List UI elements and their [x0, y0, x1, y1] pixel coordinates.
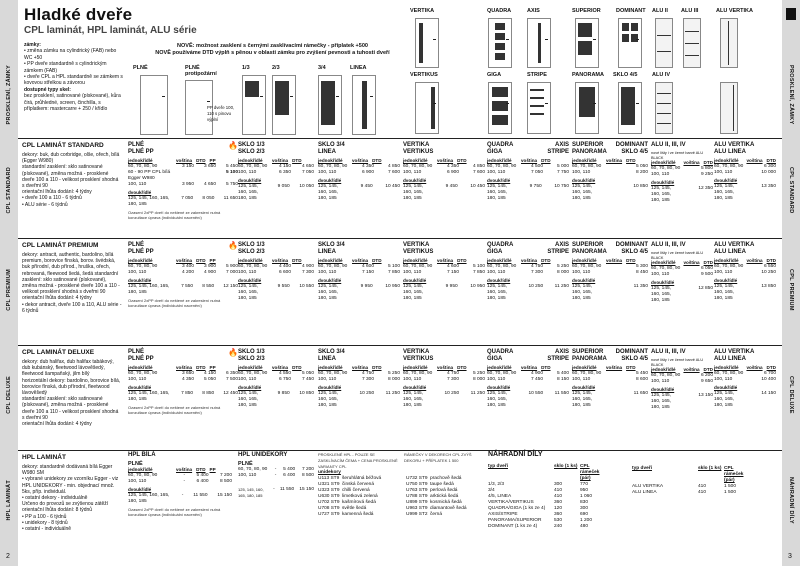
zamky-text: • změna zámku na cylindrický (FAB) nebo WC +50 • PP dveře standardně s cylindrickým zámkem (FAB) • dveře CPL a HPL standardně se zámkem s kovovou střelkou a závorou [24, 48, 123, 87]
caption-quadra: QUADRA [487, 8, 512, 14]
hpl-uni-cell [238, 452, 314, 499]
prem-plne-cell: PLNÉ PLNÉ PP 🔥 jednokřídlé voština DTD PP 60, 70, 80, 90 3 400 3 900 5 900 100, 110 4 200 4 900 7 000 dvoukřídlé 125, 145, 160, 165, 180, 185 7 550 8 550 12 150 Ozasení 2xPP dveří do neštené ze zakreslení nutná konzultace úprava (individuální nacenění) [128, 241, 238, 308]
divider-4 [18, 450, 782, 451]
page-number-left: 2 [6, 553, 10, 560]
prem-alu-row2: 100, 110 9 500 [651, 272, 713, 277]
hpl-bila-r3-size: 100, 110 [128, 479, 147, 484]
parts2-hdr-sklo: sklo (1 ks) [698, 466, 722, 471]
delu-vertika-h1: VERTIKA VERTIKUS [403, 349, 434, 362]
delu-vertika-row3: 125, 145, 160, 165, 180, 185 10 250 11 250 [403, 391, 485, 408]
prem-aluv-cell: ALU VERTIKA ALU LINEA jednokřídlé voština DTD 60, 70, 80, 90 6 550 100, 110 10 250 dvoukřídlé 125, 145, 160, 165, 180, 185 13 850 [714, 242, 776, 301]
door-alu-ii-icon [655, 18, 673, 68]
std-sklo34-cell: SKLO 3/4 LINEA jednokřídlé voština DTD 60, 70, 80, 90 4 350 4 850 100, 110 6 900 7 600 dvoukřídlé 125, 145, 160, 165, 180, 185 9 450 10 450 [318, 142, 400, 201]
door-alu-iv-icon [655, 82, 673, 134]
door-3-4-icon [318, 75, 342, 135]
section-hpl-title: HPL LAMINÁT [22, 454, 66, 461]
delu-superior-row3: 125, 145, 160, 165, 180, 185 11 650 [572, 391, 648, 408]
hpl-uni-r4-size: 125, 145, 160, 165, 180, 185 [238, 487, 264, 498]
std-sklo13-row3: 125, 145, 160, 165, 180, 185 9 050 10 050 [238, 184, 314, 201]
side-label-cpl-deluxe: CPL DELUXE [6, 376, 12, 414]
prem-sklo13-row2: 100, 110 6 600 7 300 [238, 270, 314, 275]
parts-row: 1/3, 2/3 300 770 [488, 482, 589, 487]
std-aluv-row1: 60, 70, 80, 90 6 300 [714, 164, 776, 169]
delu-alu-h1: ALU II, III, IV [651, 349, 686, 355]
prem-aluv-row3: 125, 145, 160, 165, 180, 185 13 850 [714, 284, 776, 301]
unidekor-item: U727 ST9 kamenná šedá [318, 512, 374, 517]
typy-label: dostupné typy skel: [24, 86, 71, 93]
parts-title: NÁHRADNÍ DÍLY [488, 451, 543, 458]
hpl-lab-dtd: DTD [196, 467, 206, 472]
prem-vertika-h1: VERTIKA VERTIKUS [403, 242, 434, 255]
door-panorama-icon [575, 82, 599, 134]
brand-logo-icon [786, 8, 796, 20]
delu-superior-row2: 100, 110 8 600 [572, 377, 648, 382]
prem-vertika-row1: 60, 70, 80, 90 4 600 5 100 [403, 264, 485, 269]
typy-text: bez prosklení, satinované (pískované), kůra čirá, průhledné, screen, činchilla, s příplatkem: mastercarre + 250 / křídlo [24, 93, 121, 113]
unidekor-item: U732 ST9 prachově šedá [406, 476, 462, 481]
delu-alu-row1: 60, 70, 80, 90 6 200 [651, 373, 713, 378]
delu-plne-h1: PLNÉ PLNÉ PP [128, 349, 154, 362]
delu-alu-cell: ALU II, III, IV nové lišty i ve černé barvě ALU BLACK jednokřídlé voština DTD 60, 70, 80, 90 6 200 100, 110 9 650 dvoukřídlé 125, 145, 160, 165, 180, 185 13 150 [651, 349, 713, 410]
door-plne-icon [140, 75, 168, 135]
side-label-prosklen: PROSKLENÍ, ZÁMKY [6, 65, 12, 125]
hpl-uni-title: HPL UNIDEKORY [238, 452, 288, 458]
hpl-bila-r1-a: - [183, 473, 186, 478]
door-linea-icon [352, 75, 376, 135]
prem-sklo34-cell: SKLO 3/4 LINEA jednokřídlé voština DTD 60, 70, 80, 90 4 600 5 100 100, 110 7 150 7 850 dvoukřídlé 125, 145, 160, 165, 180, 185 9 950 10 950 [318, 242, 400, 301]
section-deluxe-title: CPL LAMINÁT DELUXE [22, 349, 95, 356]
prem-aluv-row1: 60, 70, 80, 90 6 550 [714, 264, 776, 269]
flame-icon: 🔥 [228, 348, 238, 357]
note-frames: NOVĚ: možnost zasklení s černými zasklívacími rámečky - příplatek +500 [177, 43, 368, 49]
std-sklo34-row2: 100, 110 6 900 7 600 [318, 170, 400, 175]
section-standard-title: CPL LAMINÁT STANDARD [22, 142, 104, 149]
caption-1-3: 1/3 [242, 65, 250, 71]
hpl-uni-r3-b: 6 400 [283, 473, 296, 478]
door-alu-linea-icon [720, 82, 738, 134]
delu-quadra-h1: QUADRA GIGA [487, 349, 514, 362]
prem-sklo13-h1: SKLO 1/3 SKLO 2/3 [238, 242, 265, 255]
hpl-bila-r3-a: - [183, 479, 186, 484]
prem-superior-h3: DOMINANT SKLO 4/5 [615, 242, 648, 255]
std-superior-h1: SUPERIOR PANORAMA [572, 142, 607, 155]
unidekory-note-2: RÁMEČKY V DEKORECH CPL ZVÝŠ DEKORU + PŘÍPLATEK 1 500 [404, 452, 472, 463]
prem-superior-cell: SUPERIOR PANORAMA DOMINANT SKLO 4/5 jednokřídlé voština DTD 60, 70, 80, 90 5 300 100, 110 8 450 dvoukřídlé 125, 145, 160, 165, 180, 185 11 350 [572, 242, 648, 301]
std-quadra-h1: QUADRA GIGA [487, 142, 514, 155]
hpl-uni-r4-a: - [273, 487, 275, 492]
delu-aluv-cell: ALU VERTIKA ALU LINEA jednokřídlé voština DTD 60, 70, 80, 90 6 700 100, 110 10 400 dvoukřídlé 125, 145, 160, 165, 180, 185 14 150 [714, 349, 776, 408]
note-dtd: NOVĚ používáme DTD výplň s pěnou v oblasti zámku pro zvýšení pevnosti a tuhosti dveří [155, 50, 390, 56]
door-axis-icon [527, 18, 551, 68]
delu-aluv-row1: 60, 70, 80, 90 6 700 [714, 371, 776, 376]
unidekor-item: U113 ST9 šeruhlátná béžová [318, 476, 382, 481]
side-label-hpl: HPL LAMINÁT [6, 479, 12, 521]
std-plne-row2: 100, 110 3 950 4 650 5 750 [128, 182, 238, 187]
unidekor-item: U963 ST9 diamantově šedá [406, 506, 467, 511]
delu-plne-row2: 100, 110 4 350 5 050 7 500 [128, 377, 238, 382]
prem-superior-row2: 100, 110 8 450 [572, 270, 648, 275]
caption-plne-pp: PLNÉ protipožární [185, 65, 217, 77]
alu-black-note: nové lišty i ve černé barvě ALU BLACK [651, 251, 704, 260]
hpl-uni-r1-size: 60, 70, 80, 90 [238, 467, 268, 472]
std-sklo13-cell: SKLO 1/3 SKLO 2/3 jednokřídlé voština DTD 60, 70, 80, 90 4 150 4 650 100, 110 6 350 7 050 dvoukřídlé 125, 145, 160, 165, 180, 185 9 050 10 050 [238, 142, 314, 201]
prem-quadra-cell: QUADRA GIGA AXIS STRIPE jednokřídlé voština DTD 60, 70, 80, 90 4 750 5 250 100, 110 7 300 8 000 dvoukřídlé 125, 145, 160, 165, 180, 185 10 250 11 250 [487, 242, 569, 301]
divider-1 [18, 138, 782, 139]
unidekor-item: U899 ST9 kosmická šedá [406, 500, 462, 505]
prem-plne-foot: Ozasení 2xPP dveří do neštené ze zakreslení nutná konzultace úprava (individuální nacenění) [128, 298, 221, 308]
door-superior-icon [575, 18, 599, 68]
caption-sklo-4-5: SKLO 4/5 [613, 72, 638, 78]
caption-plne: PLNÉ [133, 65, 148, 71]
door-alu-vertika-icon [720, 18, 738, 68]
std-quadra-row3: 125, 145, 160, 165, 180, 185 9 750 10 750 [487, 184, 569, 201]
std-aluv-h1: ALU VERTIKA ALU LINEA [714, 142, 755, 155]
intro-block [24, 42, 124, 112]
std-vertika-cell: VERTIKA VERTIKUS jednokřídlé voština DTD 60, 70, 80, 90 4 350 4 850 100, 110 6 900 7 600 dvoukřídlé 125, 145, 160, 165, 180, 185 9 450 10 450 [403, 142, 485, 201]
unidekor-item: U763 ST9 perlová šedá [406, 488, 458, 493]
unidekory-table [318, 452, 488, 518]
prem-quadra-row2: 100, 110 7 300 8 000 [487, 270, 569, 275]
prem-sklo34-h1: SKLO 3/4 LINEA [318, 242, 345, 255]
page-title: Hladké dveře [24, 5, 133, 24]
flame-icon: 🔥 [228, 141, 238, 150]
std-aluv-row2: 100, 110 10 000 [714, 170, 776, 175]
std-alu-row2: 100, 110 9 250 [651, 172, 713, 177]
section-hpl-desc: dekory: standardně dodávaná bílá Egger W980 SM • vybrané unidekory ze vzorníku Egger - viz HPL UNIDEKORY - min. objednací množ. 5ks, příp. individuál. • ostatní dekory - individuálně Určeno do provozů se zvýšenou zátěží orientační lhůta dodání: 8 týdnů • PP a 100 - 6 týdnů • unidekory - 8 týdnů • ostatní - individuálně [22, 464, 119, 533]
parts-row: AXIS/STRIPE 360 690 [488, 512, 589, 517]
std-plne-h1: PLNÉ PLNÉ PP [128, 142, 154, 155]
delu-sklo34-row2: 100, 110 7 300 8 000 [318, 377, 400, 382]
alu-black-note: nové lišty i ve černé barvě ALU BLACK [651, 358, 704, 367]
caption-stripe: STRIPE [527, 72, 547, 78]
unidekor-item: U788 ST9 arktická šedá [406, 494, 459, 499]
prem-quadra-h1: QUADRA GIGA [487, 242, 514, 255]
side-label-cpl-standard-right: CPL STANDARD [788, 166, 794, 214]
delu-plne-row1: 60, 70, 80, 90 3 650 4 150 6 350 [128, 371, 238, 376]
caption-linea: LINEA [350, 65, 367, 71]
prem-superior-row1: 60, 70, 80, 90 5 300 [572, 264, 648, 269]
unidekor-item: U708 ST9 světle šedá [318, 506, 367, 511]
door-sklo-4-5-icon [618, 82, 642, 134]
door-2-3-icon [272, 75, 296, 135]
divider-3 [18, 345, 782, 346]
parts-hdr-ramecek: CPL rámeček (pár) [580, 464, 600, 481]
alu-black-note: nové lišty i ve černé barvě ALU BLACK [651, 151, 704, 160]
delu-plne-foot: Ozasení 2xPP dveří do neštené ze zakreslení nutná konzultace úprava (individuální nacenění) [128, 405, 221, 415]
std-sklo13-h1: SKLO 1/3 SKLO 2/3 [238, 142, 265, 155]
parts-row: VERTIKA/VERTIKUS 360 830 [488, 500, 589, 505]
hpl-uni-r3-c: 8 500 [301, 473, 314, 478]
prem-superior-row3: 125, 145, 160, 165, 180, 185 11 350 [572, 284, 648, 301]
delu-alu-row2: 100, 110 9 650 [651, 379, 713, 384]
prem-sklo34-row2: 100, 110 7 150 7 850 [318, 270, 400, 275]
hpl-uni-r3-a: - [274, 473, 277, 478]
unidekory-label: unidekory [318, 470, 341, 475]
std-sklo13-row1: 60, 70, 80, 90 4 150 4 650 [238, 164, 314, 169]
delu-quadra-row3: 125, 145, 160, 165, 180, 185 10 550 11 550 [487, 391, 569, 408]
side-label-prosklen-right: PROSKLENÍ, ZÁMKY [788, 65, 794, 125]
unidekory-note-1: PROSKLENÉ HPL - POUZE SE ZASKLÍVACÍM ČEMA + CENA PROSKLENÉ VARIANTY CPL [318, 452, 398, 469]
unidekor-item: U999 ST2 černá [406, 512, 442, 517]
parts-row: 4/5, LINEA 410 1 060 [488, 494, 593, 499]
std-plne-cell: PLNÉ PLNÉ PP 🔥 jednokřídlé voština DTD PP 60, 70, 80, 90 3 150 3 650 5 450 60 - 90 PP CPL bílá Egger W980 5 100 100, 110 3 950 4 650 5 750 dvoukřídlé 125, 145, 160, 165, 180, 185 7 050 8 050 11 650 Ozasení 2xPP dveří do neštené ze zakreslení nutná konzultace úprava (individuální nacenění) [128, 141, 238, 220]
caption-dominant: DOMINANT [616, 8, 646, 14]
parts-hdr-sklo: sklo (1 ks) [554, 464, 578, 469]
caption-vertika: VERTIKA [410, 8, 435, 14]
parts-row: 3/4 410 950 [488, 488, 589, 493]
door-alu-iii-icon [683, 18, 701, 68]
prem-sklo34-row1: 60, 70, 80, 90 4 600 5 100 [318, 264, 400, 269]
std-aluv-row3: 125, 145, 160, 165, 180, 185 13 350 [714, 184, 776, 201]
std-quadra-row2: 100, 110 7 050 7 750 [487, 170, 569, 175]
prem-plne-h1: PLNÉ PLNÉ PP [128, 242, 154, 255]
divider-2 [18, 238, 782, 239]
delu-vertika-row1: 60, 70, 80, 90 4 750 5 250 [403, 371, 485, 376]
std-plne-row3: 125, 145, 160, 165, 180, 185 7 050 8 050 11 650 [128, 196, 238, 207]
std-aluv-cell: ALU VERTIKA ALU LINEA jednokřídlé voština DTD 60, 70, 80, 90 6 300 100, 110 10 000 dvoukřídlé 125, 145, 160, 165, 180, 185 13 350 [714, 142, 776, 201]
delu-sklo13-row1: 60, 70, 80, 90 4 550 5 050 [238, 371, 314, 376]
hpl-lab-pp: PP [209, 467, 216, 472]
hpl-uni-r1-a: - [274, 467, 277, 472]
std-vertika-row2: 100, 110 6 900 7 600 [403, 170, 485, 175]
left-side-strip [0, 0, 18, 566]
hpl-uni-sub: PLNÉ [238, 461, 253, 467]
door-quadra-icon [488, 18, 512, 68]
section-premium-desc: dekory: antracit, authentic, bardolino, bílá premium, borovice fínská, borov. švédská, buk přírodní, dub přírod., hruška, ořech, rebrovaná, fleewood šedá, šedá standardní zasklení: sklo satinované (pískované), změna možná - prosklené dveře 100 a 110 - velikost prosklení shodná s dveřmi 90 orientační lhůta dodání: 4 týdny • dekor antracit, dveře 100 a 110, ALU série - 6 týdnů [22, 252, 122, 314]
std-superior-cell: SUPERIOR PANORAMA DOMINANT SKLO 4/5 jednokřídlé voština DTD 60, 70, 80, 90 5 050 100, 110 8 200 dvoukřídlé 125, 145, 160, 165, 180, 185 10 850 [572, 142, 648, 201]
std-quadra-h3: AXIS STRIPE [547, 142, 569, 155]
hpl-lab-vost: voština [176, 467, 193, 472]
hpl-bila-r1-c: 7 200 [219, 473, 232, 478]
delu-aluv-h1: ALU VERTIKA ALU LINEA [714, 349, 755, 362]
prem-superior-h1: SUPERIOR PANORAMA [572, 242, 607, 255]
prem-plne-row2: 100, 110 4 200 4 900 7 000 [128, 270, 238, 275]
delu-superior-h1: SUPERIOR PANORAMA [572, 349, 607, 362]
hpl-bila-r4-b: 11 550 [193, 493, 208, 498]
hpl-uni-r4-c: 15 150 [299, 487, 314, 492]
hpl-bila-cell [128, 452, 232, 517]
hpl-bila-r1-size: 60, 70, 80, 90 [128, 473, 158, 478]
delu-sklo13-cell: SKLO 1/3 SKLO 2/3 jednokřídlé voština DTD 60, 70, 80, 90 4 550 5 050 100, 110 6 750 7 450 dvoukřídlé 125, 145, 160, 165, 180, 185 9 850 10 850 [238, 349, 314, 408]
delu-quadra-cell: QUADRA GIGA AXIS STRIPE jednokřídlé voština DTD 60, 70, 80, 90 4 900 5 400 100, 110 7 450 8 150 dvoukřídlé 125, 145, 160, 165, 180, 185 10 550 11 550 [487, 349, 569, 408]
door-giga-icon [488, 82, 512, 134]
door-stripe-icon [527, 82, 551, 134]
caption-alu-ii: ALU II [652, 8, 668, 14]
hpl-bila-r4-c: 15 150 [217, 493, 232, 498]
parts-table [488, 452, 618, 530]
side-label-cpl-deluxe-right: CPL DELUXE [788, 376, 794, 414]
hpl-bila-r1-b: 5 400 [196, 473, 209, 478]
prem-vertika-row3: 125, 145, 160, 165, 180, 185 9 950 10 950 [403, 284, 485, 301]
prem-vertika-row2: 100, 110 7 150 7 850 [403, 270, 485, 275]
delu-sklo34-row3: 125, 145, 160, 165, 180, 185 10 250 11 250 [318, 391, 400, 408]
unidekor-item: U323 ST9 chilli červená [318, 488, 370, 493]
delu-sklo13-h1: SKLO 1/3 SKLO 2/3 [238, 349, 265, 362]
caption-3-4: 3/4 [318, 65, 326, 71]
hpl-uni-r3-size: 100, 110 [238, 473, 257, 478]
delu-aluv-row3: 125, 145, 160, 165, 180, 185 14 150 [714, 391, 776, 408]
prem-vertika-cell: VERTIKA VERTIKUS jednokřídlé voština DTD 60, 70, 80, 90 4 600 5 100 100, 110 7 150 7 850 dvoukřídlé 125, 145, 160, 165, 180, 185 9 950 10 950 [403, 242, 485, 301]
side-label-cpl-premium-right: CPL PREMIUM [788, 269, 794, 311]
parts-row-alu: ALU VERTIKA 410 1 500 [632, 484, 737, 489]
section-premium-title: CPL LAMINÁT PREMIUM [22, 242, 99, 249]
door-vertika-icon [415, 18, 439, 68]
caption-alu-iii: ALU III [681, 8, 699, 14]
prem-quadra-h3: AXIS STRIPE [547, 242, 569, 255]
std-alu-cell: ALU II, III, IV nové lišty i ve černé barvě ALU BLACK jednokřídlé voština DTD 60, 70, 80, 90 5 800 100, 110 9 250 dvoukřídlé 125, 145, 160, 165, 180, 185 12 350 [651, 142, 713, 203]
std-alu-row3: 125, 145, 160, 165, 180, 185 12 350 [651, 186, 713, 203]
right-side-strip [782, 0, 800, 566]
delu-plne-row3: 125, 145, 160, 165, 180, 185 7 850 8 850 12 450 [128, 391, 238, 402]
delu-vertika-cell: VERTIKA VERTIKUS jednokřídlé voština DTD 60, 70, 80, 90 4 750 5 250 100, 110 7 300 8 000 dvoukřídlé 125, 145, 160, 165, 180, 185 10 250 11 250 [403, 349, 485, 408]
door-dominant-icon [618, 18, 642, 68]
delu-quadra-row2: 100, 110 7 450 8 150 [487, 377, 569, 382]
std-vertika-h1: VERTIKA VERTIKUS [403, 142, 434, 155]
prem-alu-h1: ALU II, III, IV [651, 242, 686, 248]
std-sklo13-row2: 100, 110 6 350 7 050 [238, 170, 314, 175]
hpl-bila-r4-size: 125, 145, 160, 165, 180, 185 [128, 493, 170, 504]
section-standard-desc: dekory: buk, dub corbridge, olše, ořech, bílá (Egger W980) standardní zasklení: sklo satinované (pískované), změna možná - prosklené dveře 100 a 110 - velikost prosklení shodná s dveřmi 90 orientační lhůta dodání: 4 týdny • dveře 100 a 110 - 6 týdnů • ALU série - 6 týdnů [22, 152, 120, 208]
prem-sklo13-row3: 125, 145, 160, 165, 180, 185 9 550 10 550 [238, 284, 314, 301]
unidekor-item: U750 ST9 taupe šedá [406, 482, 454, 487]
caption-axis: AXIS [527, 8, 540, 14]
delu-alu-row3: 125, 145, 160, 165, 180, 185 13 150 [651, 393, 713, 410]
zamky-label: zámky: [24, 42, 41, 48]
side-label-cpl-standard: CPL STANDARD [6, 166, 12, 214]
delu-sklo34-h1: SKLO 3/4 LINEA [318, 349, 345, 362]
hpl-bila-r4-a: - [181, 493, 184, 498]
hpl-bila-r3-b: 6 400 [196, 479, 209, 484]
parts-table-alu [632, 452, 762, 496]
prem-sklo13-row1: 60, 70, 80, 90 4 400 4 900 [238, 264, 314, 269]
hpl-uni-r4-b: 11 550 [279, 487, 295, 492]
delu-sklo34-cell: SKLO 3/4 LINEA jednokřídlé voština DTD 60, 70, 80, 90 4 750 5 250 100, 110 7 300 8 000 dvoukřídlé 125, 145, 160, 165, 180, 185 10 250 11 250 [318, 349, 400, 408]
notes-block [140, 43, 405, 57]
std-sklo34-row3: 125, 145, 160, 165, 180, 185 9 450 10 450 [318, 184, 400, 201]
prem-alu-row3: 125, 145, 160, 165, 180, 185 12 850 [651, 286, 713, 303]
std-superior-row2: 100, 110 8 200 [572, 170, 648, 175]
delu-aluv-row2: 100, 110 10 400 [714, 377, 776, 382]
prem-plne-row3: 125, 145, 160, 165, 180, 185 7 550 8 550 12 150 [128, 284, 238, 295]
hpl-uni-r1-c: 7 200 [301, 467, 314, 472]
std-alu-h1: ALU II, III, IV [651, 142, 686, 148]
caption-alu-vertika: ALU VERTIKA [716, 8, 753, 14]
caption-superior: SUPERIOR [572, 8, 601, 14]
prem-quadra-row1: 60, 70, 80, 90 4 750 5 250 [487, 264, 569, 269]
hpl-bila-sub: PLNÉ [128, 461, 143, 467]
std-quadra-row1: 60, 70, 80, 90 4 500 5 000 [487, 164, 569, 169]
side-label-cpl-premium: CPL PREMIUM [6, 269, 12, 311]
std-sklo34-row1: 60, 70, 80, 90 4 350 4 850 [318, 164, 400, 169]
side-label-parts-right: NÁHRADNÍ DÍLY [788, 476, 794, 524]
unidekor-item: U702 ST9 kašmírová šedá [318, 500, 376, 505]
std-superior-row1: 60, 70, 80, 90 5 050 [572, 164, 648, 169]
std-sklo34-h1: SKLO 3/4 LINEA [318, 142, 345, 155]
parts-row: PANORAMA/SUPERIOR 530 1 200 [488, 518, 593, 523]
door-vertikus-icon [415, 82, 439, 134]
prem-sklo13-cell: SKLO 1/3 SKLO 2/3 jednokřídlé voština DTD 60, 70, 80, 90 4 400 4 900 100, 110 6 600 7 300 dvoukřídlé 125, 145, 160, 165, 180, 185 9 550 10 550 [238, 242, 314, 301]
delu-sklo34-row1: 60, 70, 80, 90 4 750 5 250 [318, 371, 400, 376]
page-subtitle: CPL laminát, HPL laminát, ALU série [24, 25, 197, 36]
hpl-bila-foot: Ozasení 2xPP dveří do neštené ze zakreslení nutná konzultace úprava (individuální nacenění) [128, 507, 221, 517]
std-plne-foot: Ozasení 2xPP dveří do neštené ze zakreslení nutná konzultace úprava (individuální nacenění) [128, 210, 221, 220]
pp-door-note: PP dveře 100, 110 s pinovu výplní [207, 105, 235, 122]
caption-giga: GIGA [487, 72, 502, 78]
hpl-lab-jedn: jednokřídlé [128, 467, 153, 472]
caption-panorama: PANORAMA [572, 72, 604, 78]
delu-quadra-h3: AXIS STRIPE [547, 349, 569, 362]
parts-row: QUADRA/GIGA (1 ks ze 4) 120 300 [488, 506, 589, 511]
parts2-hdr-type: typ dveří [632, 466, 652, 471]
hpl-lab-dvou: dvoukřídlé [128, 487, 152, 492]
delu-vertika-row2: 100, 110 7 300 8 000 [403, 377, 485, 382]
parts-row-alu: ALU LINEA 410 1 500 [632, 490, 737, 495]
std-alu-row1: 60, 70, 80, 90 5 800 [651, 166, 713, 171]
section-deluxe-desc: dekory: dub halifax, dub halifax tabákový, dub kubánský, fleetwood lávověšedý, fleetwood šampaňský, jilm bílý horizontální dekory: bardolino, borovice bílá, borovice fínská, dub přírodní, fleetwood lávověšedý standardní zasklení: sklo satinované (pískované), změna možná - prosklené dveře 100 a 110 - velikost prosklení shodná s dveřmi 90 orientační lhůta dodání: 4 týdny [22, 359, 121, 428]
hpl-bila-r3-c: 8 500 [219, 479, 232, 484]
delu-superior-h3: DOMINANT SKLO 4/5 [615, 349, 648, 362]
prem-plne-row1: 60, 70, 80, 90 3 400 3 900 5 900 [128, 264, 238, 269]
unidekor-item: U630 ST9 limetková zelená [318, 494, 378, 499]
prem-sklo34-row3: 125, 145, 160, 165, 180, 185 9 950 10 950 [318, 284, 400, 301]
parts-hdr-type: typ dveří [488, 464, 508, 469]
delu-plne-cell: PLNÉ PLNÉ PP 🔥 jednokřídlé voština DTD PP 60, 70, 80, 90 3 650 4 150 6 350 100, 110 4 350 5 050 7 500 dvoukřídlé 125, 145, 160, 165, 180, 185 7 850 8 850 12 450 Ozasení 2xPP dveří do neštené ze zakreslení nutná konzultace úprava (individuální nacenění) [128, 348, 238, 415]
std-vertika-row3: 125, 145, 160, 165, 180, 185 9 450 10 450 [403, 184, 485, 201]
caption-vertikus: VERTIKUS [410, 72, 438, 78]
delu-quadra-row1: 60, 70, 80, 90 4 900 5 400 [487, 371, 569, 376]
std-plne-pp-row: 60 - 90 PP CPL bílá Egger W980 5 100 [128, 170, 238, 181]
std-quadra-cell: QUADRA GIGA AXIS STRIPE jednokřídlé voština DTD 60, 70, 80, 90 4 500 5 000 100, 110 7 050 7 750 dvoukřídlé 125, 145, 160, 165, 180, 185 9 750 10 750 [487, 142, 569, 201]
prem-quadra-row3: 125, 145, 160, 165, 180, 185 10 250 11 250 [487, 284, 569, 301]
parts-row: DOMINANT (1 ks ze 4) 240 480 [488, 524, 589, 529]
parts2-hdr-ramecek: CPL rámeček (pár) [724, 466, 744, 483]
prem-alu-cell: ALU II, III, IV nové lišty i ve černé barvě ALU BLACK jednokřídlé voština DTD 60, 70, 80, 90 6 050 100, 110 9 500 dvoukřídlé 125, 145, 160, 165, 180, 185 12 850 [651, 242, 713, 303]
prem-alu-row1: 60, 70, 80, 90 6 050 [651, 266, 713, 271]
caption-2-3: 2/3 [272, 65, 280, 71]
delu-sklo13-row2: 100, 110 6 750 7 450 [238, 377, 314, 382]
delu-superior-cell: SUPERIOR PANORAMA DOMINANT SKLO 4/5 jednokřídlé voština DTD 60, 70, 80, 90 5 450 100, 110 8 600 dvoukřídlé 125, 145, 160, 165, 180, 185 11 650 [572, 349, 648, 408]
delu-superior-row1: 60, 70, 80, 90 5 450 [572, 371, 648, 376]
hpl-bila-title: HPL BÍLÁ [128, 452, 156, 458]
std-superior-row3: 125, 145, 160, 165, 180, 185 10 850 [572, 184, 648, 201]
unidekor-item: U321 ST9 činská červená [318, 482, 374, 487]
page-number-right: 3 [788, 553, 792, 560]
std-vertika-row1: 60, 70, 80, 90 4 350 4 850 [403, 164, 485, 169]
std-superior-h3: DOMINANT SKLO 4/5 [615, 142, 648, 155]
caption-alu-iv: ALU IV [652, 72, 671, 78]
door-1-3-icon [242, 75, 266, 135]
prem-aluv-row2: 100, 110 10 250 [714, 270, 776, 275]
flame-icon: 🔥 [228, 241, 238, 250]
prem-aluv-h1: ALU VERTIKA ALU LINEA [714, 242, 755, 255]
std-plne-row1: 60, 70, 80, 90 3 150 3 650 5 450 [128, 164, 238, 169]
delu-sklo13-row3: 125, 145, 160, 165, 180, 185 9 850 10 850 [238, 391, 314, 408]
hpl-uni-r1-b: 5 400 [283, 467, 296, 472]
